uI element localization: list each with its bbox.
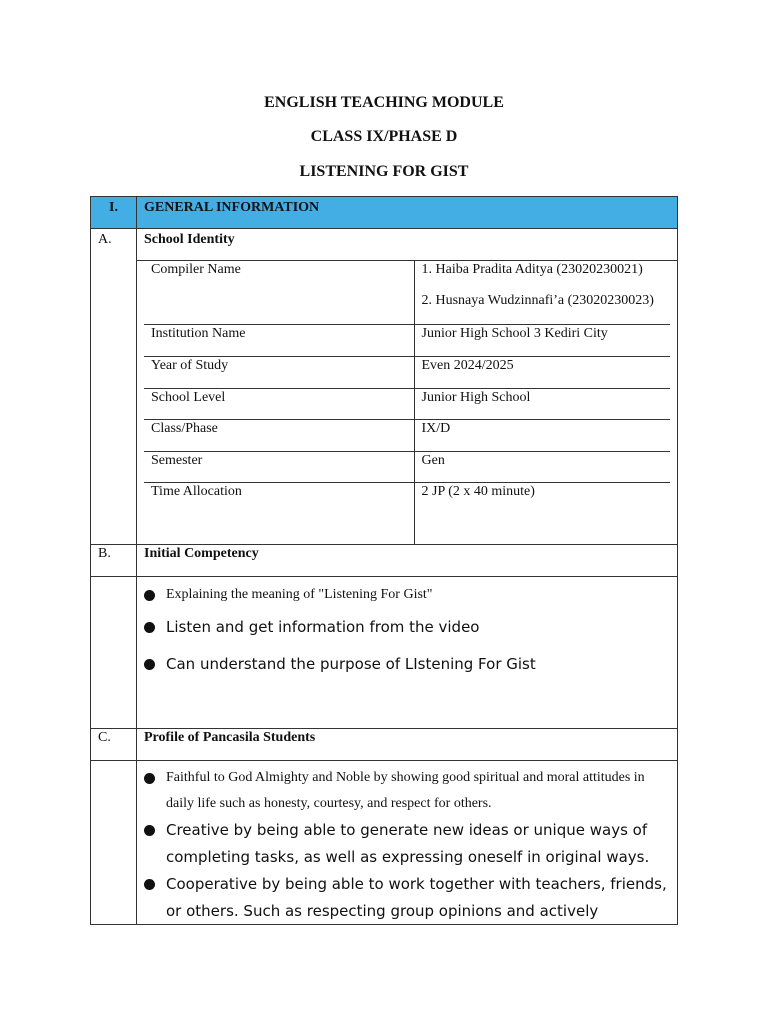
list-item [144,871,670,924]
list-item-text: Faithful to God Almighty and Noble by showing good spiritual and moral attitudes in daily life such as honesty, courtesy, and respect for others. [166,770,645,811]
empty-cell [91,577,137,729]
row-label: Semester [144,451,414,482]
profile-list [144,765,670,924]
table-row [144,356,670,388]
profile-list-cell [137,761,678,925]
class-phase-title: CLASS IX/PHASE D [310,128,458,145]
table-row [144,388,670,419]
section-number: I. [91,197,137,229]
list-item [144,817,670,871]
list-item-text: Cooperative by being able to work together with teachers, friends, or others. Such as respecting group opinions and actively [166,875,667,920]
bullet-icon [144,659,155,670]
list-item-text: Creative by being able to generate new ideas or unique ways of completing tasks, as well as expressing oneself in original ways. [166,821,650,866]
table-row [144,324,670,356]
profile-list-clip [144,765,670,924]
row-value: IX/D [414,419,670,451]
section-letter: C. [91,729,137,761]
row-value: Even 2024/2025 [414,356,670,388]
competency-list-cell [137,577,678,729]
section-school-identity [91,229,678,261]
list-item-text: Can understand the purpose of LIstening For Gist [166,655,536,673]
row-value: Gen [414,451,670,482]
row-label: Class/Phase [144,419,414,451]
initial-competency-content [91,577,678,729]
bullet-icon [144,622,155,633]
row-label: Year of Study [144,356,414,388]
module-title: ENGLISH TEACHING MODULE [264,94,504,111]
row-label: Time Allocation [144,482,414,544]
table-row [144,451,670,482]
table-row [144,261,670,324]
section-letter: B. [91,545,137,577]
pancasila-profile-content [91,761,678,925]
section-pancasila-profile [91,729,678,761]
compiler-name-2: 2. Husnaya Wudzinnafi’a (23020230023) [421,293,654,308]
row-label: Institution Name [144,324,414,356]
list-item-text: Listen and get information from the video [166,618,480,636]
bullet-icon [144,825,155,836]
section-letter: A. [91,229,137,545]
section-title: GENERAL INFORMATION [137,197,678,229]
subsection-title: School Identity [137,229,678,261]
row-value [414,261,670,324]
table-row [144,419,670,451]
subsection-title: Profile of Pancasila Students [137,729,678,761]
empty-cell [91,761,137,925]
table-row [144,482,670,544]
competency-list [144,582,670,678]
school-identity-details [91,261,678,545]
row-value: Junior High School 3 Kediri City [414,324,670,356]
list-item [144,765,670,817]
identity-table-cell [137,261,678,545]
row-value: Junior High School [414,388,670,419]
list-item [144,582,670,608]
bullet-icon [144,590,155,601]
subsection-title: Initial Competency [137,545,678,577]
row-label: School Level [144,388,414,419]
bullet-icon [144,773,155,784]
section-initial-competency [91,545,678,577]
section-general-information [91,197,678,229]
list-item [144,614,670,641]
list-item [144,651,670,678]
row-value: 2 JP (2 x 40 minute) [414,482,670,544]
row-label: Compiler Name [144,261,414,324]
topic-title: LISTENING FOR GIST [299,163,469,180]
bullet-icon [144,879,155,890]
module-table [90,196,678,925]
identity-table [144,261,670,544]
list-item-text: Explaining the meaning of "Listening For Gist" [166,587,433,602]
compiler-name-1: 1. Haiba Pradita Aditya (23020230021) [421,262,643,277]
